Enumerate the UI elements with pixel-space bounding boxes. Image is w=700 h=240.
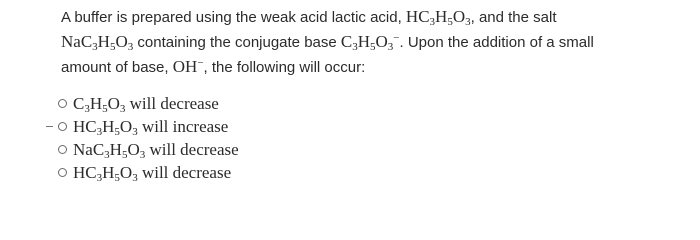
option-2[interactable] bbox=[58, 115, 239, 138]
question-line-1: A buffer is prepared using the weak acid lactic acid, $HC_3H_5O_3$, and the salt bbox=[61, 7, 557, 28]
question-line-2: $NaC_3H_5O_3$ containing the conjugate base $C_3H_5O_3^-$. Upon the addition of a small bbox=[61, 32, 594, 53]
radio-button[interactable] bbox=[58, 99, 67, 108]
question-text bbox=[61, 5, 691, 80]
option-3[interactable] bbox=[58, 138, 239, 161]
option-label: $C_3H_5O_3$ will decrease bbox=[73, 93, 219, 115]
radio-button[interactable] bbox=[58, 122, 67, 131]
focus-indicator bbox=[46, 126, 53, 127]
formula-lactic-acid: $HC_3H_5O_3$ bbox=[405, 7, 471, 28]
radio-button[interactable] bbox=[58, 145, 67, 154]
option-label: $HC_3H_5O_3$ will increase bbox=[73, 116, 229, 138]
formula-salt: $NaC_3H_5O_3$ bbox=[61, 32, 134, 53]
radio-button[interactable] bbox=[58, 168, 67, 177]
answer-options bbox=[58, 92, 239, 184]
option-label: $HC_3H_5O_3$ will decrease bbox=[73, 162, 232, 184]
option-label: $NaC_3H_5O_3$ will decrease bbox=[73, 139, 239, 161]
formula-hydroxide: OH− bbox=[172, 57, 204, 76]
option-1[interactable] bbox=[58, 92, 239, 115]
option-4[interactable] bbox=[58, 161, 239, 184]
formula-conjugate-base: $C_3H_5O_3^-$ bbox=[340, 32, 400, 53]
question-line-3: amount of base, OH−, the following will occur: bbox=[61, 57, 366, 76]
